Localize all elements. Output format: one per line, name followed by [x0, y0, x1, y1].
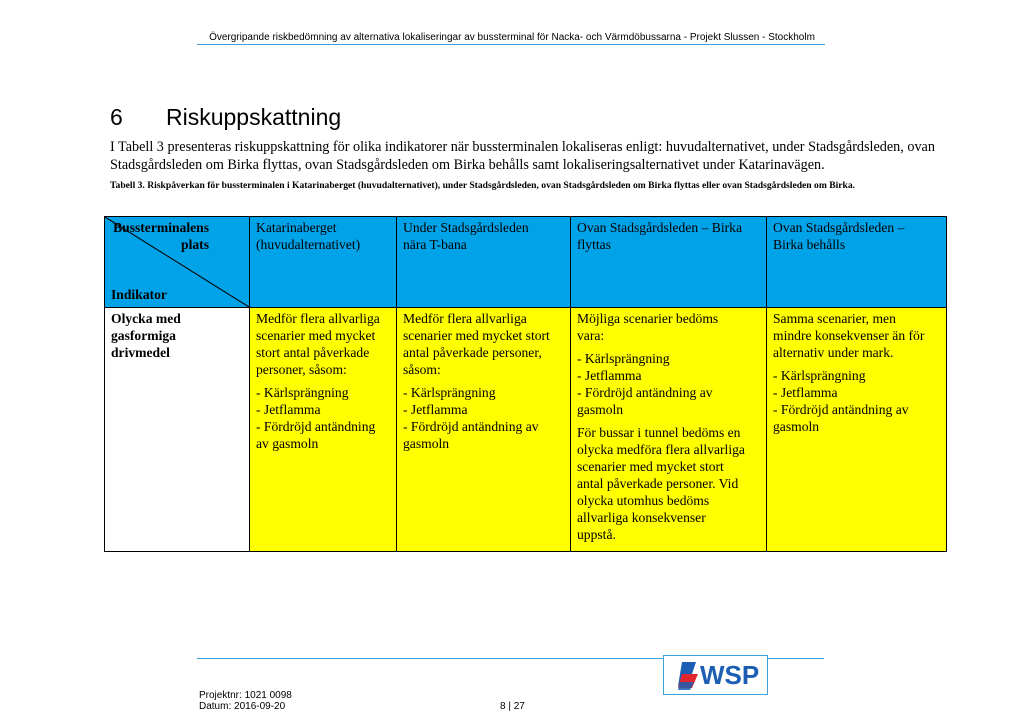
scenario-list	[403, 384, 564, 452]
list-item: - Jetflamma	[773, 385, 838, 400]
text-line: scenarier med mycket stort	[577, 459, 724, 474]
text-line: scenarier med mycket stort	[403, 328, 550, 343]
text-line: Möjliga scenarier bedöms	[577, 311, 719, 326]
wsp-flag-logo-icon	[678, 660, 700, 690]
project-number: Projektnr: 1021 0098	[199, 690, 292, 701]
list-item: av gasmoln	[256, 436, 319, 451]
column-header-line1: Under Stadsgårdsleden	[403, 220, 529, 235]
list-item: - Fördröjd antändning av	[403, 419, 539, 434]
column-header-line2: (huvudalternativet)	[256, 237, 361, 252]
text-line: Samma scenarier, men	[773, 311, 896, 326]
list-item: - Jetflamma	[403, 402, 468, 417]
list-item: gasmoln	[403, 436, 450, 451]
table-header-row	[105, 217, 947, 308]
scenario-list	[577, 350, 760, 418]
list-item: - Kärlsprängning	[773, 368, 866, 383]
intro-paragraph: I Tabell 3 presenteras riskuppskattning för olika indikatorer när bussterminalen lokaliseras enligt: huvudalternativet, under Stadsgårdsleden, ovan Stadsgårdsleden om Birka flyttas, ovan Stadsgårdsleden om Birka behålls samt lokaliseringsalternativet under Katarinavägen.	[110, 139, 935, 173]
text-line: vara:	[577, 328, 605, 343]
risk-description	[577, 310, 760, 344]
text-line: allvarliga konsekvenser	[577, 510, 706, 525]
column-header-birka-behalls	[767, 217, 947, 308]
text-line: olycka utomhus bedöms	[577, 493, 710, 508]
footer-rule	[766, 658, 824, 659]
list-item: - Kärlsprängning	[403, 385, 496, 400]
column-header-katarinaberget	[250, 217, 397, 308]
risk-table	[104, 216, 947, 552]
scenario-list	[256, 384, 390, 452]
wsp-logo	[663, 655, 768, 695]
text-line: För bussar i tunnel bedöms en	[577, 425, 741, 440]
list-item: - Jetflamma	[256, 402, 321, 417]
text-line: olycka medföra flera allvarliga	[577, 442, 745, 457]
column-header-line2: nära T-bana	[403, 237, 467, 252]
list-item: - Kärlsprängning	[577, 351, 670, 366]
corner-top-label	[113, 219, 209, 253]
indicator-line: gasformiga	[111, 328, 176, 343]
indicator-cell	[105, 308, 250, 552]
text-line: mindre konsekvenser än för	[773, 328, 925, 343]
column-header-line2: Birka behålls	[773, 237, 846, 252]
risk-cell-under-stadsgardsleden	[397, 308, 571, 552]
text-line: såsom:	[403, 362, 441, 377]
tunnel-note	[577, 424, 760, 543]
indicator-line: Olycka med	[111, 311, 181, 326]
column-header-line1: Ovan Stadsgårdsleden –	[773, 220, 905, 235]
text-line: uppstå.	[577, 527, 616, 542]
list-item: - Fördröjd antändning	[256, 419, 376, 434]
list-item: - Kärlsprängning	[256, 385, 349, 400]
column-header-birka-flyttas	[571, 217, 767, 308]
text-line: Medför flera allvarliga	[403, 311, 527, 326]
footer-rule	[197, 658, 663, 659]
risk-description	[256, 310, 390, 378]
risk-description	[403, 310, 564, 378]
risk-cell-birka-behalls	[767, 308, 947, 552]
text-line: stort antal påverkade	[256, 345, 370, 360]
list-item: - Fördröjd antändning av	[773, 402, 909, 417]
text-line: scenarier med mycket	[256, 328, 376, 343]
header-rule	[197, 44, 825, 45]
indicator-line: drivmedel	[111, 345, 170, 360]
footer-meta	[199, 690, 292, 712]
text-line: antal påverkade personer. Vid	[577, 476, 739, 491]
text-line: antal påverkade personer,	[403, 345, 542, 360]
text-line: alternativ under mark.	[773, 345, 894, 360]
section-heading	[110, 104, 341, 131]
text-line: personer, såsom:	[256, 362, 347, 377]
list-item: - Jetflamma	[577, 368, 642, 383]
risk-cell-birka-flyttas	[571, 308, 767, 552]
page-number: 8 | 27	[500, 701, 525, 712]
column-header-line1: Ovan Stadsgårdsleden – Birka	[577, 220, 742, 235]
corner-top-line2: plats	[181, 237, 209, 252]
risk-cell-katarinaberget	[250, 308, 397, 552]
document-date: Datum: 2016-09-20	[199, 701, 286, 712]
column-header-under-stadsgardsleden	[397, 217, 571, 308]
section-title: Riskuppskattning	[166, 104, 342, 130]
table-corner-cell	[105, 217, 250, 308]
corner-bottom-label: Indikator	[111, 287, 167, 302]
table-row	[105, 308, 947, 552]
list-item: gasmoln	[577, 402, 624, 417]
section-number: 6	[110, 104, 123, 130]
column-header-line1: Katarinaberget	[256, 220, 337, 235]
column-header-line2: flyttas	[577, 237, 611, 252]
scenario-list	[773, 367, 940, 435]
table-caption: Tabell 3. Riskpåverkan för bussterminalen i Katarinaberget (huvudalternativet), under Stadsgårdsleden, ovan Stadsgårdsleden om Birka flyttas eller ovan Stadsgårdsleden om Birka.	[110, 180, 856, 191]
list-item: gasmoln	[773, 419, 820, 434]
list-item: - Fördröjd antändning av	[577, 385, 713, 400]
wsp-logo-text: WSP	[700, 660, 760, 690]
risk-description	[773, 310, 940, 361]
document-header-title: Övergripande riskbedömning av alternativa lokaliseringar av bussterminal för Nacka- och Värmdöbussarna - Projekt Slussen - Stockholm	[209, 32, 815, 43]
text-line: Medför flera allvarliga	[256, 311, 380, 326]
corner-top-line1: Bussterminalens	[113, 220, 209, 235]
